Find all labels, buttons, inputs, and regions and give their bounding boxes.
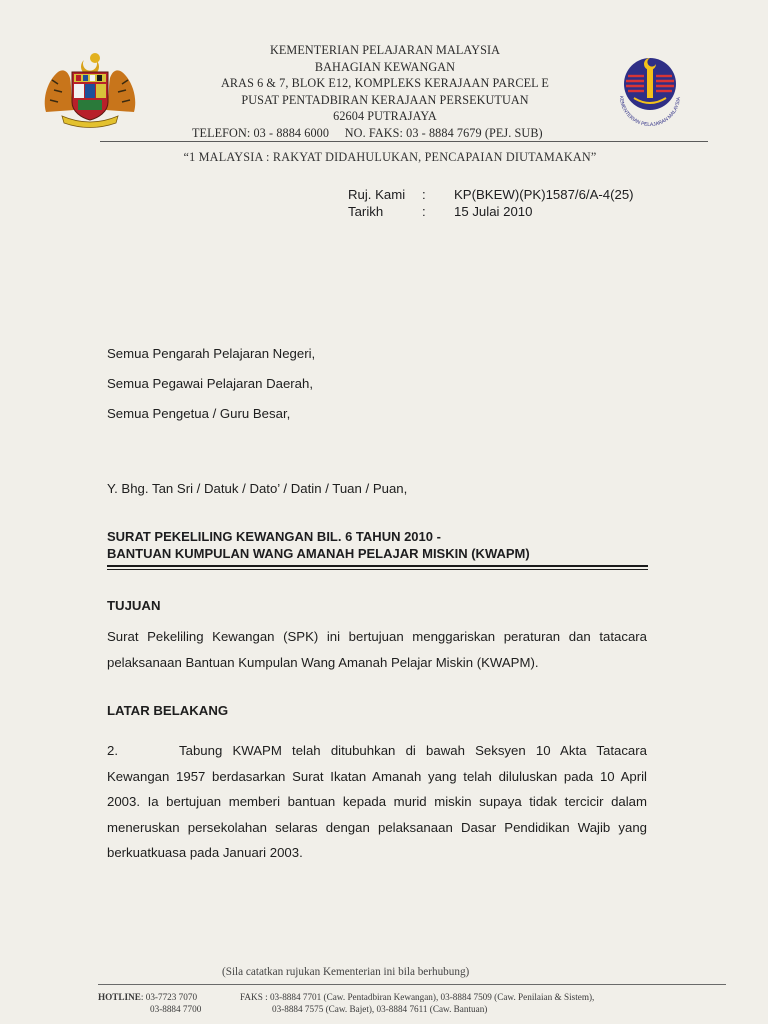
- reference-label: Ruj. Kami: [348, 187, 406, 202]
- date-value: 15 Julai 2010: [454, 204, 533, 219]
- paragraph-line: Surat Pekeliling Kewangan (SPK) ini bertujuan menggariskan peraturan dan tatacara: [107, 629, 647, 644]
- address-line-1: ARAS 6 & 7, BLOK E12, KOMPLEKS KERAJAAN PARCEL E: [221, 76, 549, 91]
- reference-colon: :: [422, 187, 426, 202]
- telephone-number: TELEFON: 03 - 8884 6000: [192, 125, 330, 140]
- salutation: Y. Bhg. Tan Sri / Datuk / Dato’ / Datin / Tuan / Puan,: [107, 481, 408, 496]
- logo-arc-text: KEMENTERIAN PELAJARAN MALAYSIA: [617, 95, 683, 129]
- paragraph-line: berkuatkuasa pada Januari 2003.: [107, 845, 303, 861]
- date-label: Tarikh: [348, 204, 384, 219]
- address-line-2: PUSAT PENTADBIRAN KERAJAAN PERSEKUTUAN: [241, 92, 529, 107]
- malaysia-coat-of-arms-icon: [40, 50, 140, 130]
- division-name: BAHAGIAN KEWANGAN: [314, 59, 456, 74]
- subject-underline-thin: [107, 569, 648, 570]
- recipient-line-3: Semua Pengetua / Guru Besar,: [107, 406, 291, 421]
- footer-note: (Sila catatkan rujukan Kementerian ini bila berhubung): [222, 966, 470, 978]
- section-heading-latar-belakang: LATAR BELAKANG: [107, 703, 229, 718]
- subject-line-2: BANTUAN KUMPULAN WANG AMANAH PELAJAR MISKIN (KWAPM): [107, 546, 530, 561]
- recipient-line-2: Semua Pegawai Pelajaran Daerah,: [107, 376, 313, 391]
- paragraph-line: pelaksanaan Bantuan Kumpulan Wang Amanah Pelajar Miskin (KWAPM).: [107, 654, 539, 670]
- recipient-line-1: Semua Pengarah Pelajaran Negeri,: [107, 346, 316, 361]
- fax-line-2: 03-8884 7575 (Caw. Bajet), 03-8884 7611 (Caw. Bantuan): [272, 1004, 488, 1014]
- hotline-row-1: [98, 991, 201, 1003]
- postcode-line: 62604 PUTRAJAYA: [333, 109, 437, 124]
- reference-block: [348, 186, 634, 220]
- paragraph-line: Kewangan 1957 berdasarkan Surat Ikatan Amanah yang telah diluluskan pada 10 April: [107, 768, 647, 784]
- ministry-name: KEMENTERIAN PELAJARAN MALAYSIA: [269, 43, 501, 57]
- contact-line: [150, 125, 620, 142]
- paragraph-line: 2. Tabung KWAPM telah ditubuhkan di bawah Seksyen 10 Akta Tatacara: [107, 743, 647, 758]
- header-divider: [100, 141, 708, 142]
- hotline-number-2: 03-8884 7700: [150, 1004, 202, 1014]
- kpm-logo-icon: [610, 50, 690, 130]
- fax-list: [240, 991, 594, 1015]
- date-row: [348, 203, 634, 220]
- slogan: “1 MALAYSIA : RAKYAT DIDAHULUKAN, PENCAPAIAN DIUTAMAKAN”: [183, 150, 597, 164]
- hotline-label: HOTLINE: [98, 992, 141, 1002]
- fax-number: NO. FAKS: 03 - 8884 7679 (PEJ. SUB): [344, 125, 543, 140]
- hotline-number-1: : 03-7723 7070: [140, 992, 198, 1002]
- subject-underline-thick: [107, 565, 648, 567]
- letterhead: [150, 42, 620, 142]
- paragraph-tujuan: [107, 624, 647, 675]
- paragraph-line: meneruskan persekolahan selaras dengan pelaksanaan Dasar Pendidikan Wajib yang: [107, 819, 647, 835]
- fax-line-1: FAKS : 03-8884 7701 (Caw. Pentadbiran Kewangan), 03-8884 7509 (Caw. Penilaian & Sistem),: [240, 992, 595, 1002]
- section-heading-tujuan: TUJUAN: [107, 598, 161, 613]
- footer-divider: [98, 984, 726, 985]
- date-colon: :: [422, 204, 426, 219]
- paragraph-line: 2003. Ia bertujuan memberi bantuan kepada murid miskin supaya tidak tercicir dalam: [107, 794, 647, 810]
- hotline-block: [98, 991, 201, 1015]
- reference-number: KP(BKEW)(PK)1587/6/A-4(25): [454, 187, 634, 202]
- subject-line-1: SURAT PEKELILING KEWANGAN BIL. 6 TAHUN 2010 -: [107, 529, 441, 544]
- reference-row: [348, 186, 634, 203]
- paragraph-latar-belakang: [107, 738, 647, 866]
